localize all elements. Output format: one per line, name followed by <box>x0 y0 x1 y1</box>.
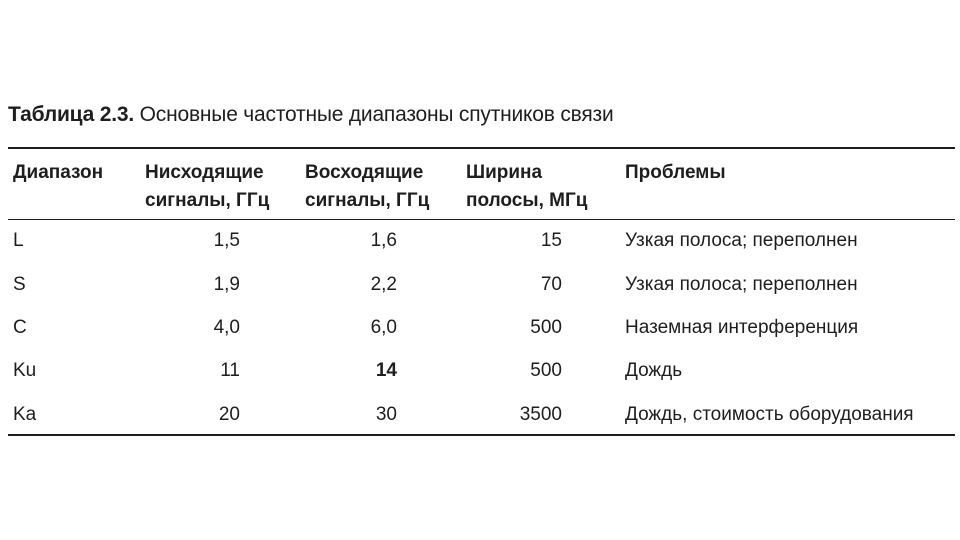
header-uplink: Восходящие сигналы, ГГц <box>305 162 430 211</box>
table-bottom-rule <box>8 434 955 436</box>
cell-downlink: 1,9 <box>213 274 240 295</box>
cell-bandwidth: 500 <box>530 317 562 338</box>
cell-problems: Дождь, стоимость оборудования <box>625 404 914 425</box>
cell-bandwidth: 3500 <box>519 404 562 425</box>
cell-downlink: 1,5 <box>213 230 240 251</box>
cell-uplink: 14 <box>375 360 397 381</box>
cell-uplink: 6,0 <box>370 317 397 338</box>
cell-downlink: 4,0 <box>213 317 240 338</box>
table-caption <box>8 103 614 127</box>
cell-downlink: 20 <box>218 404 240 425</box>
cell-uplink: 2,2 <box>370 274 397 295</box>
cell-band: C <box>13 317 27 338</box>
cell-band: S <box>13 274 26 295</box>
header-problems: Проблемы <box>625 162 726 183</box>
header-bandwidth: Ширина полосы, МГц <box>466 162 588 211</box>
table-top-rule <box>8 147 955 149</box>
cell-problems: Узкая полоса; переполнен <box>625 274 858 295</box>
cell-bandwidth: 500 <box>530 360 562 381</box>
cell-band: L <box>13 230 24 251</box>
caption-label: Таблица 2.3. <box>8 103 134 126</box>
cell-problems: Узкая полоса; переполнен <box>625 230 858 251</box>
cell-uplink: 30 <box>375 404 397 425</box>
cell-downlink: 11 <box>220 360 240 381</box>
header-downlink: Нисходящие сигналы, ГГц <box>145 162 270 211</box>
cell-uplink: 1,6 <box>370 230 397 251</box>
cell-band: Ku <box>13 360 37 381</box>
cell-band: Ka <box>13 404 37 425</box>
table-header-rule <box>8 219 955 220</box>
caption-title: Основные частотные диапазоны спутников связи <box>139 103 614 126</box>
cell-problems: Наземная интерференция <box>625 317 859 338</box>
cell-bandwidth: 15 <box>540 230 562 251</box>
cell-problems: Дождь <box>625 360 683 381</box>
cell-bandwidth: 70 <box>540 274 562 295</box>
header-band: Диапазон <box>13 162 104 183</box>
